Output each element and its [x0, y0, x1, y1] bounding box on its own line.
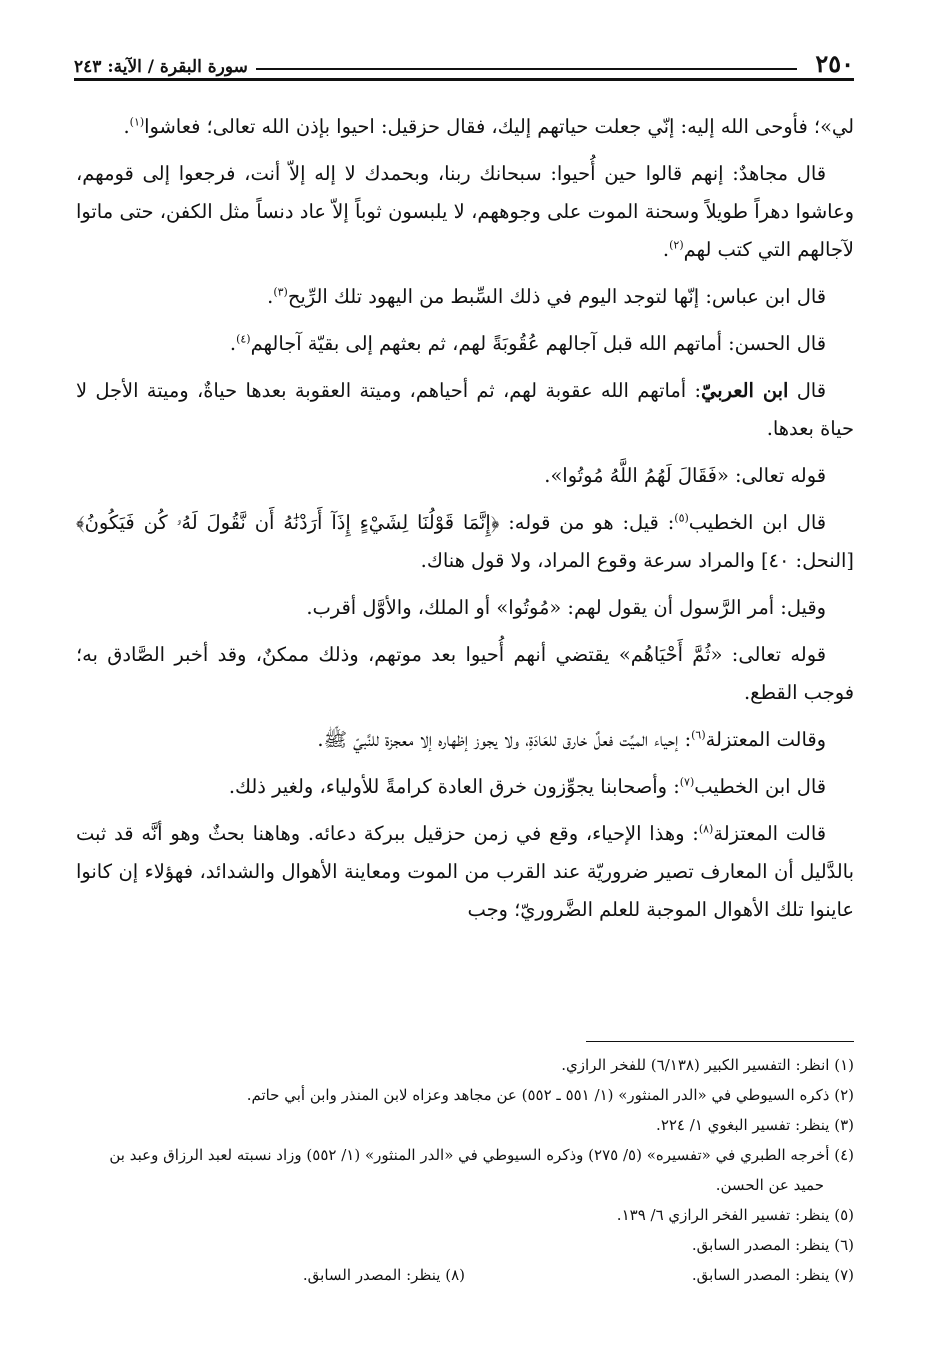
paragraph: قوله تعالى: «ثُمَّ أَحْيَاهُم» يقتضي أنهم أُحيوا بعد موتهم، وذلك ممكنٌ، وقد أخبر الصَّادق به؛ فوجب القطع.	[76, 643, 854, 704]
paragraph: قوله تعالى: «فَقَالَ لَهُمُ اللَّهُ مُوتُوا».	[544, 464, 826, 487]
paragraph: قالت المعتزلة$^{(٨)}$: وهذا الإحياء، وقع في زمن حزقيل ببركة دعائه. وهاهنا بحثٌ وهو أنَّه قد ثبت بالدَّليل أن المعارف تصير ضروريّة عند القرب من الموت ومعاينة الأهوال والشدائد، فهؤلاء إن كانوا عاينوا تلك الأهوال الموجبة للعلم الضَّروريّ؛ وجب	[76, 822, 854, 921]
paragraph: قال ابن الخطيب$^{(٧)}$: وأصحابنا يجوِّزون خرق العادة كرامةً للأولياء، ولغير ذلك.	[228, 775, 826, 798]
footnote-ref: (٢)	[669, 238, 684, 252]
footnote: (١) انظر: التفسير الكبير (٦/١٣٨) للفخر الرازي.	[561, 1056, 854, 1074]
footnote-separator	[586, 1041, 854, 1042]
paragraph: وقيل: أمر الرَّسول أن يقول لهم: «مُوتُوا» أو الملك، والأوَّل أقرب.	[306, 596, 826, 619]
footnote: (٨) ينظر: المصدر السابق.	[302, 1266, 465, 1284]
running-title: سورة البقرة / الآية: ٢٤٣	[74, 57, 248, 77]
paragraph: وقالت المعتزلة$^{(٦)}$: إحياء الميِّت فعلٌ خارق للعَادَةِ، ولا يجوز إظهاره إلا معجزة للنَّبيّ ﷺ.	[317, 728, 826, 751]
page-number: ٢٥٠	[815, 49, 854, 78]
footnote: (٤) أخرجه الطبري في «تفسيره» (٥/ ٢٧٥) وذكره السيوطي في «الدر المنثور» (١/ ٥٥٢) وزاد نسبته لعبد الرزاق وعبد بن حميد عن الحسن.	[109, 1146, 854, 1194]
footnote: (٦) ينظر: المصدر السابق.	[691, 1236, 854, 1254]
paragraph: قال ابن الخطيب$^{(٥)}$: قيل: هو من قوله: ﴿إِنَّمَا قَوْلُنَا لِشَيْءٍ إِذَآ أَرَدْنَٰهُ أَن نَّقُولَ لَهُۥ كُن فَيَكُونُ﴾ [النحل: ٤٠] والمراد سرعة وقوع المراد، ولا قول هناك.	[76, 511, 854, 572]
paragraph: قال مجاهدٌ: إنهم قالوا حين أُحيوا: سبحانك ربنا، وبحمدك لا إله إلاّ أنت، فرجعوا إلى قومهم، وعاشوا دهراً طويلاً وسحنة الموت على وجوههم، لا يلبسون ثوباً إلاّ عاد دنساً مثل الكفن، حتى ماتوا لآجالهم التي كتب لهم$^{(٢)}$.	[76, 162, 854, 261]
header-rule	[74, 78, 854, 81]
paragraph: قال ابن العربيّ: أماتهم الله عقوبة لهم، ثم أحياهم، وميتة العقوبة بعدها حياةٌ، وميتة الأجل لا حياة بعدها.	[76, 379, 854, 440]
footnote-ref: (٦)	[691, 728, 706, 742]
footnote: (٢) ذكره السيوطي في «الدر المنثور» (١/ ٥٥١ ـ ٥٥٢) عن مجاهد وعزاه لابن المنذر وابن أبي حاتم.	[246, 1086, 854, 1104]
footnote: (٧) ينظر: المصدر السابق.	[691, 1266, 854, 1284]
footnote: (٥) ينظر: تفسير الفخر الرازي ٦/ ١٣٩.	[616, 1206, 854, 1224]
footnote-ref: (١)	[129, 115, 145, 129]
footnote-ref: (٥)	[674, 511, 689, 525]
footnote-ref: (٧)	[679, 775, 695, 789]
author-name: ابن العربيّ	[701, 379, 789, 402]
page-header	[74, 36, 854, 76]
footnotes	[76, 1050, 854, 1290]
paragraph: لي»؛ فأوحى الله إليه: إنّي جعلت حياتهم إليك، فقال حزقيل: احيوا بإذن الله تعالى؛ فعاشوا$^{(١)}$.	[123, 115, 854, 138]
footnote-ref: (٤)	[236, 332, 251, 346]
footnote-ref: (٨)	[698, 822, 714, 836]
paragraph: قال ابن عباس: إنّها لتوجد اليوم في ذلك السِّبط من اليهود تلك الرِّيح$^{(٣)}$.	[267, 285, 826, 308]
footnote-ref: (٣)	[273, 285, 288, 299]
header-divider	[256, 68, 797, 70]
paragraph: قال الحسن: أماتهم الله قبل آجالهم عُقُوبَةً لهم، ثم بعثهم إلى بقيّة آجالهم$^{(٤)}$.	[229, 332, 826, 355]
footnote-row	[76, 1260, 854, 1290]
footnote: (٣) ينظر: تفسير البغوي ١/ ٢٢٤.	[656, 1116, 854, 1134]
main-text	[76, 108, 854, 938]
